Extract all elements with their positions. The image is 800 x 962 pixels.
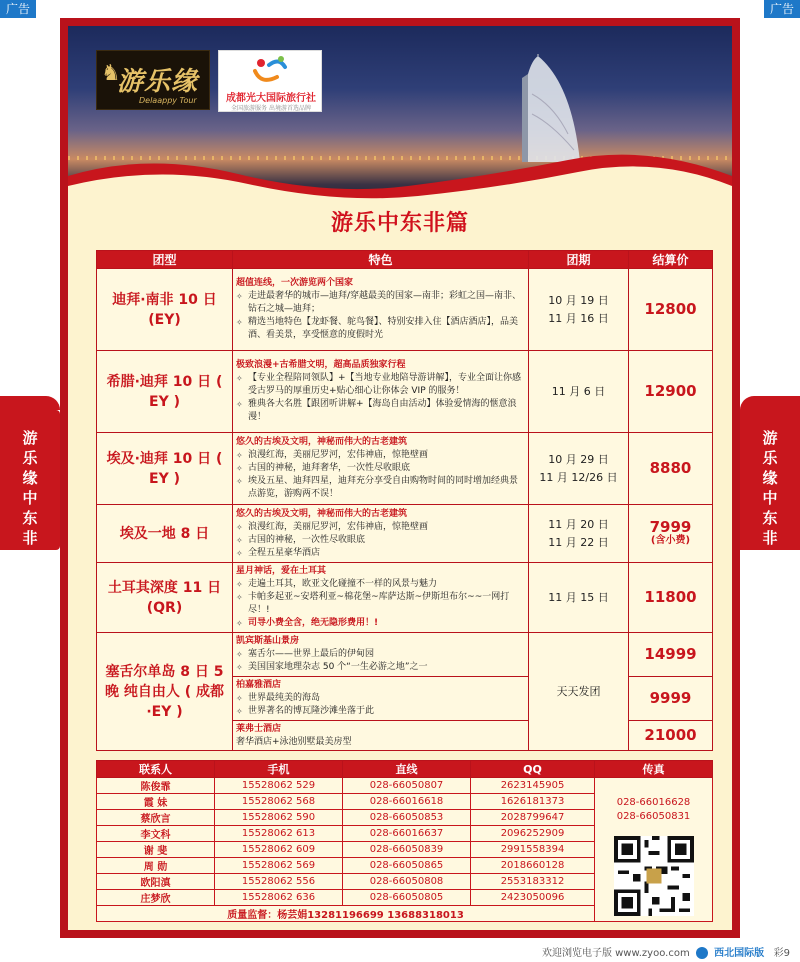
- side-tab-right: [740, 410, 800, 550]
- ad-label-right: 广告: [764, 0, 800, 18]
- tour-table-header: [97, 251, 713, 269]
- table-row: 霞 妹 15528062 568 028-66016618 1626181373: [97, 794, 713, 810]
- tour-price: 8880: [629, 433, 713, 505]
- tour-features: 超值连线，一次游览两个国家 ✧ 走进最奢华的城市—迪拜/穿越最美的国家—南非；彩虹之国—南非、钻石之城—迪拜； ✧ 精选当地特色【龙虾餐、鸵鸟餐】、特别安排入住【酒店酒店】，品美酒、看美景，享受惬意的度假时光: [233, 269, 529, 351]
- side-text-right: 游乐缘中东非: [762, 429, 778, 547]
- side-text-left: 游乐缘中东非: [22, 429, 38, 547]
- header-contact: 联系人: [97, 761, 215, 778]
- tour-dates: 10 月 29 日 11 月 12/26 日: [529, 433, 629, 505]
- tour-price: 12900: [629, 351, 713, 433]
- tour-features: 悠久的古埃及文明，神秘而伟大的古老建筑 ✧ 浪漫红海，美丽尼罗河，宏伟神庙，惊艳壁画 ✧ 古国的神秘，迪拜奢华，一次性尽收眼底 ✧ 埃及五星、迪拜四星，迪拜充分享受自由购物时间的同时增加经典景点游览，游购两不误！: [233, 433, 529, 505]
- ad-label-left: 广告: [0, 0, 36, 18]
- brand-logo: [96, 50, 210, 110]
- tour-price: 11800: [629, 563, 713, 633]
- contact-table: [96, 760, 713, 922]
- qr-code-icon[interactable]: [614, 836, 694, 916]
- header-qq: QQ: [471, 761, 595, 778]
- table-row: 庄梦欣 15528062 636 028-66050805 2423050096: [97, 890, 713, 906]
- table-row: [97, 433, 713, 505]
- header-dates: 团期: [529, 251, 629, 269]
- header-fax: 传真: [595, 761, 713, 778]
- tour-features: 凯宾斯基山景房 ✧ 塞舌尔——世界上最后的伊甸园 ✧ 美国国家地理杂志 50 个“一生必游之地”之一: [233, 633, 529, 677]
- agency-emblem-icon: [219, 51, 323, 89]
- footer-site[interactable]: 欢迎浏览电子版 www.zyoo.com: [541, 948, 690, 959]
- horse-icon: ♞: [101, 61, 121, 86]
- contact-table-header: [97, 761, 713, 778]
- tour-dates: 11 月 20 日 11 月 22 日: [529, 505, 629, 563]
- fax-number: 028-66050831: [616, 811, 691, 822]
- tour-features: 柏嘉雅酒店 ✧ 世界最纯美的海岛 ✧ 世界著名的博瓦隆沙滩坐落于此: [233, 677, 529, 721]
- tour-price: 9999: [629, 677, 713, 721]
- quality-supervision: 质量监督：杨芸娟13281196699 13688318013: [97, 906, 595, 922]
- footer-page: 彩9: [773, 948, 790, 959]
- table-row: 蔡欣言 15528062 590 028-66050853 2028799647: [97, 810, 713, 826]
- header-group: 团型: [97, 251, 233, 269]
- brand-name: 游乐缘: [117, 67, 199, 97]
- table-row: 周 勋 15528062 569 028-66050865 2018660128: [97, 858, 713, 874]
- tour-group: 埃及·迪拜 10 日 ( EY ): [97, 433, 233, 505]
- header-mobile: 手机: [215, 761, 343, 778]
- fax-number: 028-66016628: [616, 797, 691, 808]
- table-row: [97, 351, 713, 433]
- tour-dates: 11 月 15 日: [529, 563, 629, 633]
- tour-group: 土耳其深度 11 日(QR): [97, 563, 233, 633]
- brand-sub: Delaappy Tour: [139, 96, 197, 105]
- tour-price: 7999 (含小费): [629, 505, 713, 563]
- header-price: 结算价: [629, 251, 713, 269]
- price-note: (含小费): [650, 534, 691, 546]
- tour-group: 埃及一地 8 日: [97, 505, 233, 563]
- footer-publication: 西北国际版: [714, 948, 765, 959]
- tour-features: 星月神话，爱在土耳其 ✧ 走遍土耳其，欧亚文化碰撞不一样的风景与魅力 ✧ 卡帕多起亚~安塔利亚~棉花堡~库萨达斯~伊斯坦布尔~~一网打尽！! ✧ 司导小费全含，绝无隐形费用！!: [233, 563, 529, 633]
- ad-inner: [68, 26, 732, 930]
- table-row: 谢 斐 15528062 609 028-66050839 2991558394: [97, 842, 713, 858]
- page-footer: [0, 944, 790, 959]
- fax-cell: [595, 778, 713, 922]
- tour-table: [96, 250, 713, 751]
- tour-dates: 天天发团: [529, 633, 629, 751]
- tour-price: 21000: [629, 721, 713, 751]
- tour-features: 极致浪漫+古希腊文明，超高品质独家行程 ✧ 【专业全程陪同领队】+【当地专业地陪导游讲解】，专业全面让你感受古罗马的厚重历史+贴心细心让你体会 VIP 的服务！ ✧ 雅典各大名胜【跟团听讲解+【海岛自由活动】体验爱情海的惬意浪漫！: [233, 351, 529, 433]
- table-row: 李文科 15528062 613 028-66016637 2096252909: [97, 826, 713, 842]
- section-title: 游乐中东非篇: [330, 211, 469, 236]
- tour-dates: 10 月 19 日 11 月 16 日: [529, 269, 629, 351]
- tour-group: 希腊·迪拜 10 日 ( EY ): [97, 351, 233, 433]
- ad-frame: [60, 18, 740, 938]
- banner-image: [68, 26, 732, 206]
- table-row: [97, 563, 713, 633]
- table-row: [97, 633, 713, 677]
- publication-logo-icon: [696, 947, 708, 959]
- table-row: 陈俊霏 15528062 529 028-66050807 2623145905 028-66016628 028-66050831: [97, 778, 713, 794]
- tour-features: 莱弗士酒店 奢华酒店+泳池别墅最美房型: [233, 721, 529, 751]
- table-row: [97, 505, 713, 563]
- tour-features: 悠久的古埃及文明，神秘而伟大的古老建筑 ✧ 浪漫红海，美丽尼罗河，宏伟神庙，惊艳壁画 ✧ 古国的神秘，一次性尽收眼底 ✧ 全程五星豪华酒店: [233, 505, 529, 563]
- tour-dates: 11 月 6 日: [529, 351, 629, 433]
- header-feature: 特色: [233, 251, 529, 269]
- agency-name: 成都光大国际旅行社: [226, 93, 316, 104]
- tour-group: 塞舌尔单岛 8 日 5 晚 纯自由人 ( 成都·EY ): [97, 633, 233, 751]
- tour-group: 迪拜·南非 10 日 (EY): [97, 269, 233, 351]
- tour-price: 12800: [629, 269, 713, 351]
- header-line: 直线: [343, 761, 471, 778]
- agency-tagline: 全国旅游服务 出境游首选品牌: [231, 105, 311, 112]
- agency-logo: [218, 50, 322, 112]
- table-row: 欧阳滇 15528062 556 028-66050808 2553183312: [97, 874, 713, 890]
- side-tab-left: [0, 410, 60, 550]
- tour-price: 14999: [629, 633, 713, 677]
- table-row: [97, 269, 713, 351]
